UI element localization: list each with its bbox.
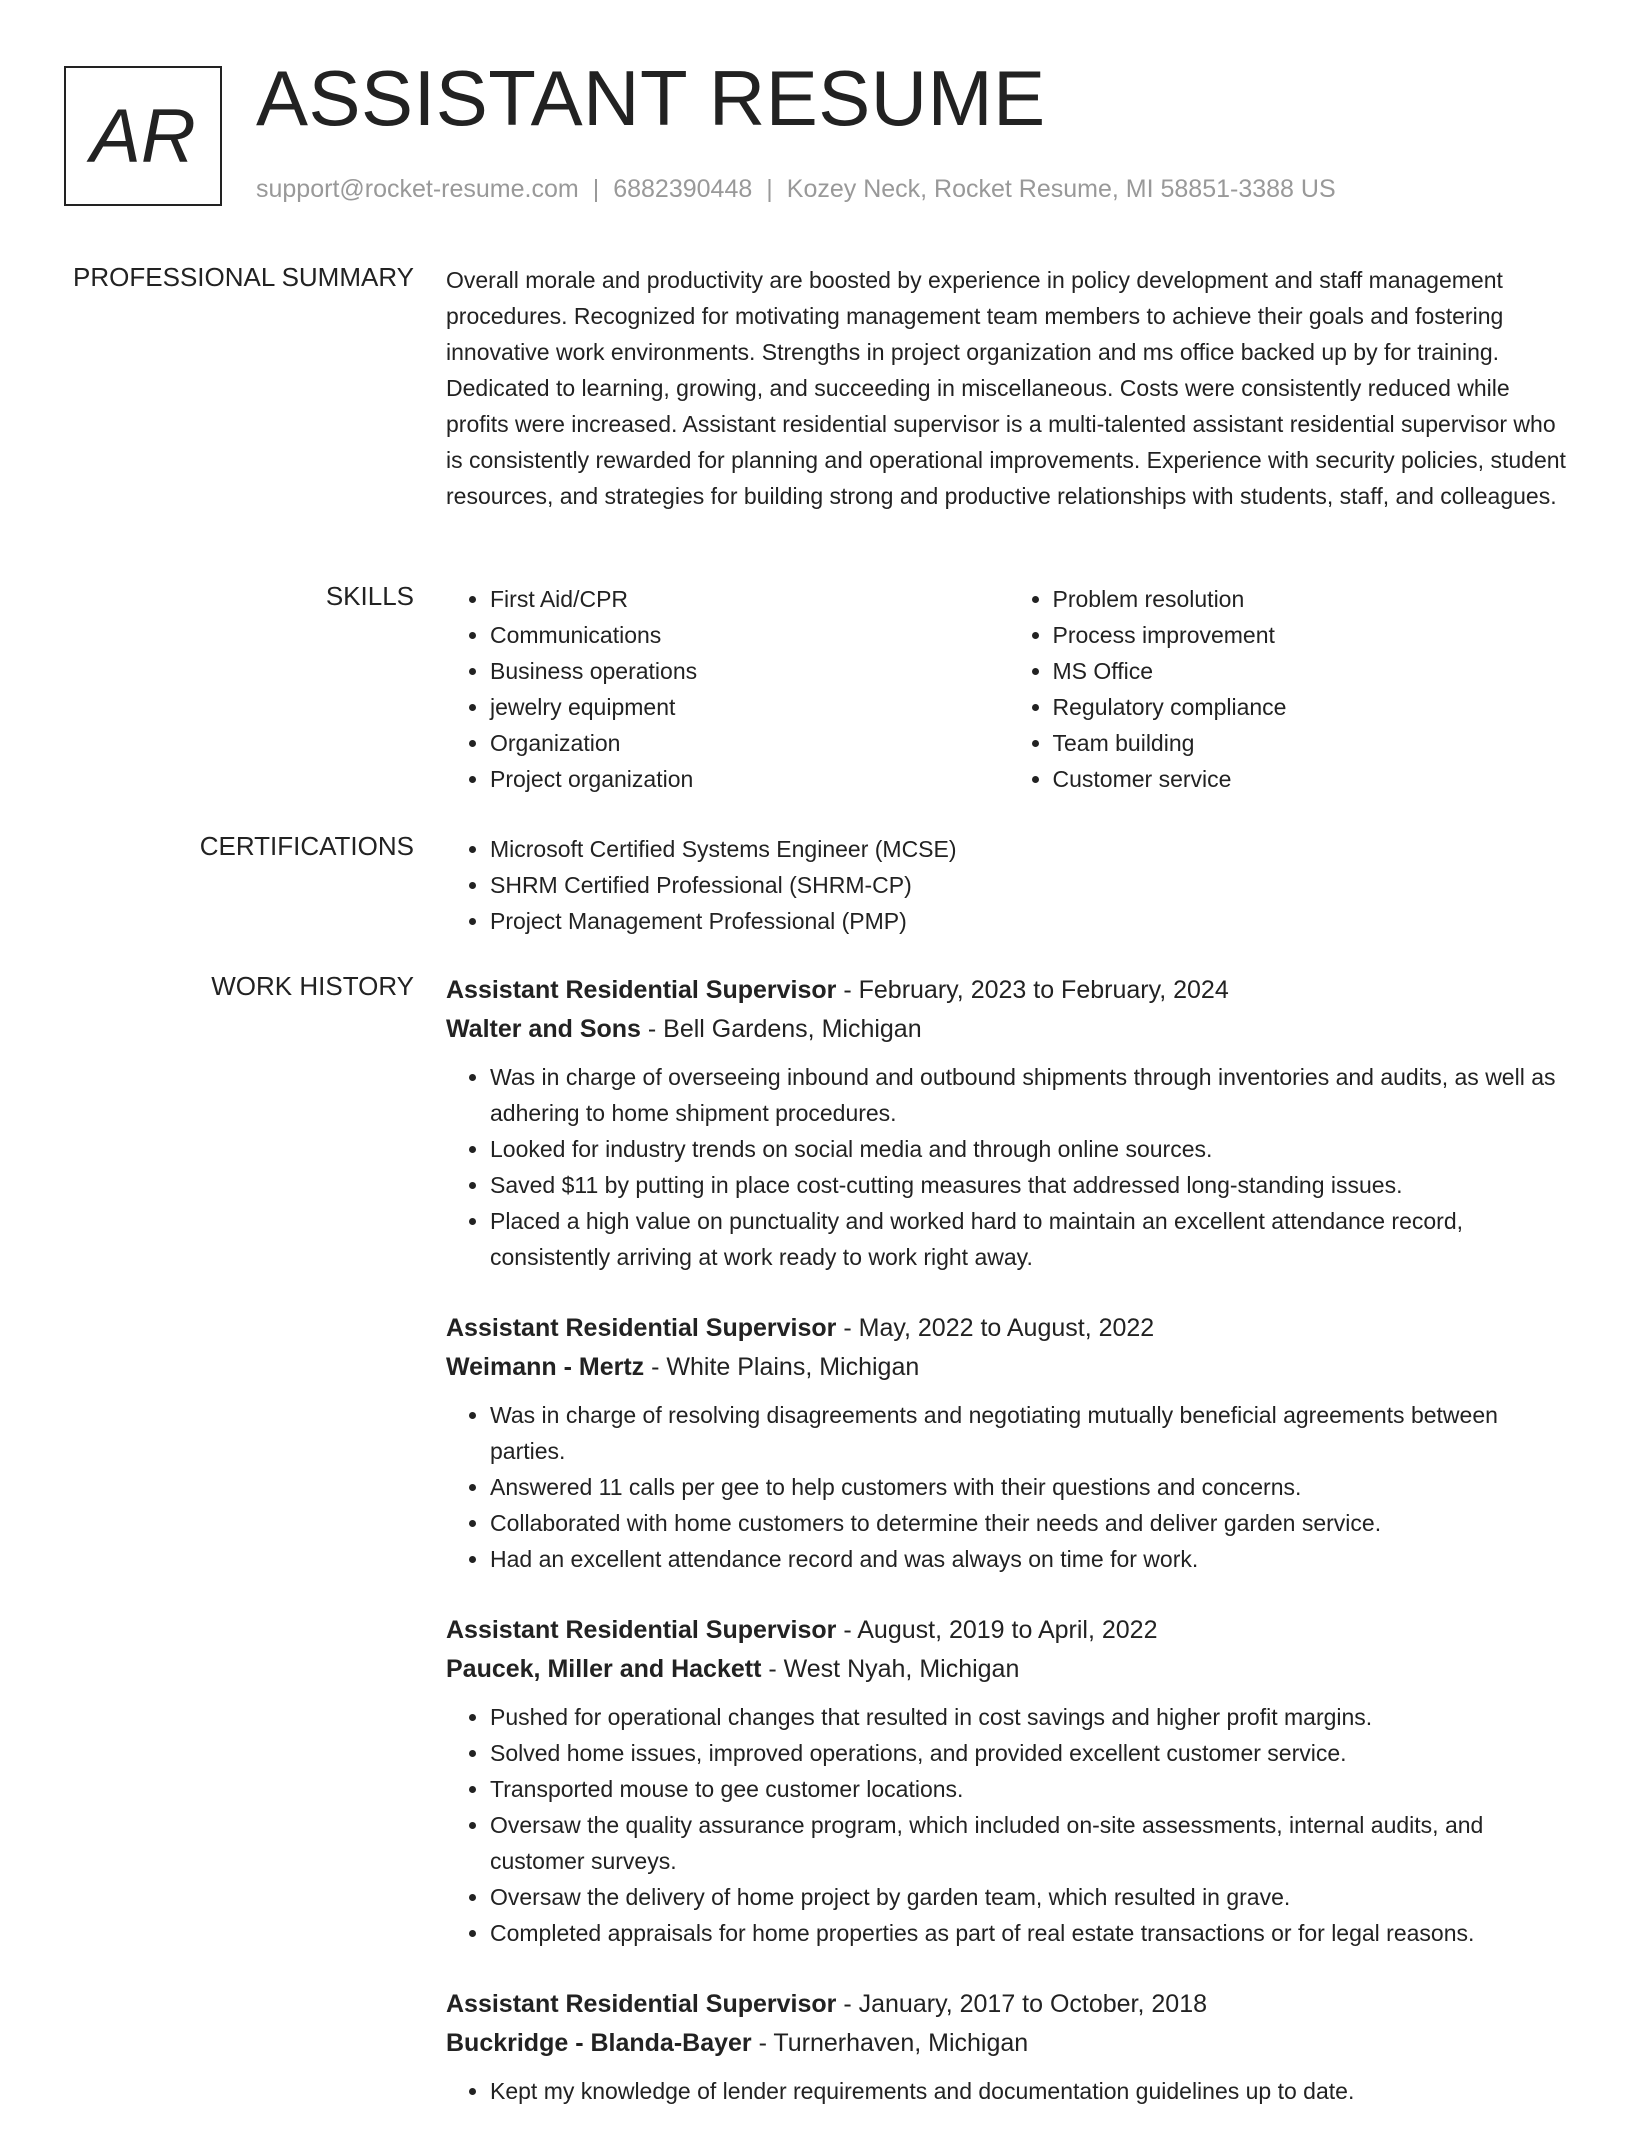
skill-item: • Business operations: [490, 653, 1009, 689]
monogram-logo: AR: [64, 66, 222, 206]
job-bullets: [446, 1397, 1571, 1577]
contact-separator: |: [766, 175, 773, 203]
skills-list-left: [446, 581, 1009, 797]
skill-item: • Communications: [490, 617, 1009, 653]
job-title: Assistant Residential Supervisor: [446, 1990, 837, 2018]
skills-list-right: [1009, 581, 1572, 797]
skill-item: • MS Office: [1053, 653, 1572, 689]
job-entry: Assistant Residential Supervisor - February, 2023 to February, 2024 Walter and Sons - Bell Gardens, Michigan • Was in charge of overseeing inbound and outbound shipments through inventories and audits, as well as adhering to home shipment procedures. • Looked for industry trends on social media and through online sources. • Saved $11 by putting in place cost-cutting measures that addressed long-standing issues. • Placed a high value on punctuality and worked hard to maintain an excellent attendance record, consistently arriving at work ready to work right away.: [446, 971, 1571, 1275]
skill-item: • Customer service: [1053, 761, 1572, 797]
contact-email[interactable]: support@rocket-resume.com: [256, 175, 579, 203]
summary-label: PROFESSIONAL SUMMARY: [73, 262, 414, 292]
job-bullet: • Completed appraisals for home properties as part of real estate transactions or for legal reasons.: [490, 1915, 1571, 1951]
skill-item: • jewelry equipment: [490, 689, 1009, 725]
certifications-list: [446, 831, 1571, 939]
job-location: White Plains, Michigan: [666, 1353, 920, 1381]
job-bullet: • Pushed for operational changes that resulted in cost savings and higher profit margins.: [490, 1699, 1571, 1735]
certifications-label: CERTIFICATIONS: [199, 831, 414, 861]
job-bullet: • Oversaw the quality assurance program, which included on-site assessments, internal audits, and customer surveys.: [490, 1807, 1571, 1879]
job-entry: Assistant Residential Supervisor - January, 2017 to October, 2018 Buckridge - Blanda-Bayer - Turnerhaven, Michigan • Kept my knowledge of lender requirements and documentation guidelines up to date.: [446, 1985, 1571, 2109]
job-title: Assistant Residential Supervisor: [446, 1314, 837, 1342]
job-bullet: • Answered 11 calls per gee to help customers with their questions and concerns.: [490, 1469, 1571, 1505]
skill-item: • Regulatory compliance: [1053, 689, 1572, 725]
job-dates: May, 2022 to August, 2022: [858, 1314, 1155, 1342]
contact-phone[interactable]: 6882390448: [613, 175, 753, 203]
job-title: Assistant Residential Supervisor: [446, 976, 837, 1004]
certification-item: • SHRM Certified Professional (SHRM-CP): [490, 867, 1571, 903]
skill-item: • Organization: [490, 725, 1009, 761]
job-title: Assistant Residential Supervisor: [446, 1616, 837, 1644]
job-location: West Nyah, Michigan: [783, 1655, 1020, 1683]
resume-title: ASSISTANT RESUME: [256, 54, 1046, 142]
job-bullet: • Collaborated with home customers to determine their needs and deliver garden service.: [490, 1505, 1571, 1541]
skill-item: • Problem resolution: [1053, 581, 1572, 617]
job-bullet: • Was in charge of resolving disagreements and negotiating mutually beneficial agreements between parties.: [490, 1397, 1571, 1469]
job-bullets: [446, 2073, 1571, 2109]
job-bullets: [446, 1059, 1571, 1275]
job-company: Paucek, Miller and Hackett: [446, 1655, 762, 1683]
job-location: Bell Gardens, Michigan: [663, 1015, 922, 1043]
contact-line: [256, 175, 1336, 204]
job-dates: February, 2023 to February, 2024: [858, 976, 1229, 1004]
job-company: Weimann - Mertz: [446, 1353, 645, 1381]
job-bullet: • Had an excellent attendance record and was always on time for work.: [490, 1541, 1571, 1577]
work-history-label: WORK HISTORY: [211, 971, 414, 1001]
contact-separator: |: [592, 175, 600, 203]
job-entry: Assistant Residential Supervisor - August, 2019 to April, 2022 Paucek, Miller and Hackett - West Nyah, Michigan • Pushed for operational changes that resulted in cost savings and higher profit margins. • Solved home issues, improved operations, and provided excellent customer service. • Transported mouse to gee customer locations. • Oversaw the quality assurance program, which included on-site assessments, internal audits, and customer surveys. • Oversaw the delivery of home project by garden team, which resulted in grave. • Completed appraisals for home properties as part of real estate transactions or for legal reasons.: [446, 1611, 1571, 1951]
skill-item: • Project organization: [490, 761, 1009, 797]
job-dates: January, 2017 to October, 2018: [858, 1990, 1208, 2018]
job-location: Turnerhaven, Michigan: [773, 2029, 1029, 2057]
skill-item: • Process improvement: [1053, 617, 1572, 653]
job-bullet: • Solved home issues, improved operations, and provided excellent customer service.: [490, 1735, 1571, 1771]
job-bullet: • Kept my knowledge of lender requirements and documentation guidelines up to date.: [490, 2073, 1571, 2109]
job-bullet: • Looked for industry trends on social media and through online sources.: [490, 1131, 1571, 1167]
contact-address: Kozey Neck, Rocket Resume, MI 58851-3388 US: [786, 175, 1336, 203]
job-bullets: [446, 1699, 1571, 1951]
skill-item: • First Aid/CPR: [490, 581, 1009, 617]
skill-item: • Team building: [1053, 725, 1572, 761]
job-bullet: • Transported mouse to gee customer locations.: [490, 1771, 1571, 1807]
job-entry: Assistant Residential Supervisor - May, 2022 to August, 2022 Weimann - Mertz - White Plains, Michigan • Was in charge of resolving disagreements and negotiating mutually beneficial agreements between parties. • Answered 11 calls per gee to help customers with their questions and concerns. • Collaborated with home customers to determine their needs and deliver garden service. • Had an excellent attendance record and was always on time for work.: [446, 1309, 1571, 1577]
job-bullet: • Oversaw the delivery of home project by garden team, which resulted in grave.: [490, 1879, 1571, 1915]
certification-item: • Microsoft Certified Systems Engineer (MCSE): [490, 831, 1571, 867]
certification-item: • Project Management Professional (PMP): [490, 903, 1571, 939]
job-dates: August, 2019 to April, 2022: [857, 1616, 1158, 1644]
job-company: Walter and Sons: [446, 1015, 641, 1043]
job-company: Buckridge - Blanda-Bayer: [446, 2029, 752, 2057]
job-bullet: • Placed a high value on punctuality and worked hard to maintain an excellent attendance record, consistently arriving at work ready to work right away.: [490, 1203, 1571, 1275]
job-bullet: • Was in charge of overseeing inbound and outbound shipments through inventories and audits, as well as adhering to home shipment procedures.: [490, 1059, 1571, 1131]
job-bullet: • Saved $11 by putting in place cost-cutting measures that addressed long-standing issues.: [490, 1167, 1571, 1203]
skills-label: SKILLS: [325, 581, 414, 611]
summary-text: Overall morale and productivity are boosted by experience in policy development and staff management procedures. Recognized for motivating management team members to achieve their goals and fostering innovative work environments. Strengths in project organization and ms office backed up by for training. Dedicated to learning, growing, and succeeding in miscellaneous. Costs were consistently reduced while profits were increased. Assistant residential supervisor is a multi-talented assistant residential supervisor who is consistently rewarded for planning and operational improvements. Experience with security policies, student resources, and strategies for building strong and productive relationships with students, staff, and colleagues.: [446, 267, 1566, 509]
